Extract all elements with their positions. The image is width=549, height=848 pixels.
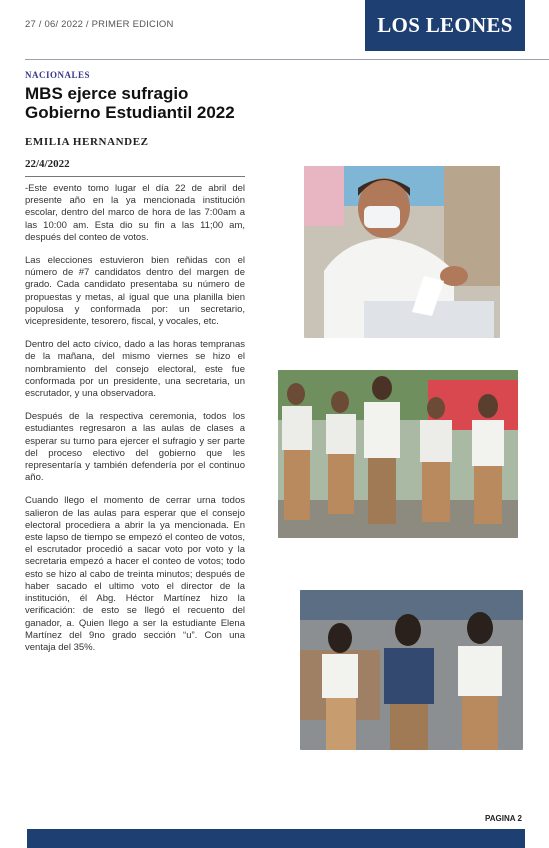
photo-student-voting [304,166,500,338]
article-author: EMILIA HERNANDEZ [25,136,149,148]
footer-bar [27,829,525,848]
dateline: 27 / 06/ 2022 / PRIMER EDICION [25,19,174,30]
article-headline [25,84,325,122]
section-label: NACIONALES [25,70,91,80]
paragraph: -Este evento tomo lugar el día 22 de abril del presente año en la ya mencionada institución escolar, dentro del marco de hora de las 7:00am a las 10:00 am. Esta dio su fin a las 11;00 am, después del conteo de votos. [25,183,245,243]
masthead-logo: LOS LEONES [365,0,525,51]
headline-line-2: Gobierno Estudiantil 2022 [25,103,235,122]
photo-students-walking [300,590,523,750]
article-date: 22/4/2022 [25,158,70,170]
paragraph: Dentro del acto cívico, dado a las horas tempranas de la mañana, del mismo viernes se hizo el nombramiento del consejo electoral, este fue conformada por un presidente, una secretaria, un escrutador, y una observadora. [25,339,245,400]
author-divider [25,176,245,177]
photo-students-group [278,370,518,538]
paragraph: Cuando llego el momento de cerrar urna todos salieron de las aulas para esperar que el consejo electoral procediera a abrir la ya mencionada. En este lapso de tiempo se empezó el conteo de votos, el escrutador procedió a sacar voto por voto y la secretaria empezó a hacer el conteo de votos; todo esto se hizo al cabo de treinta minutos; después de haber sacado el ultimo voto el director de la institución, él Abg. Héctor Martínez hizo la verificación: de esto se llegó el recuento del ganador, a. Quien llego a ser la estudiante Elena Martínez del 9no grado sección “u”. Con una ventaja del 35%. [25,495,245,653]
page-number: PAGINA 2 [485,814,522,823]
article-body [25,183,245,665]
paragraph: Después de la respectiva ceremonia, todos los estudiantes regresaron a las aulas de clases a esperar su turno para ejercer el sufragio y ser parte del proceso electivo del gobierno que les representaría y también defendería por el continuo año. [25,411,245,484]
headline-line-1: MBS ejerce sufragio [25,84,189,103]
header-divider [25,59,549,60]
paragraph: Las elecciones estuvieron bien reñidas con el número de #7 candidatos dentro del margen de grado. Cada candidato presentaba su número de propuestas y metas, al igual que una planilla bien populosa y conformada por: un secretario, vicepresidente, tesorero, fiscal, y vocales, etc. [25,255,245,328]
